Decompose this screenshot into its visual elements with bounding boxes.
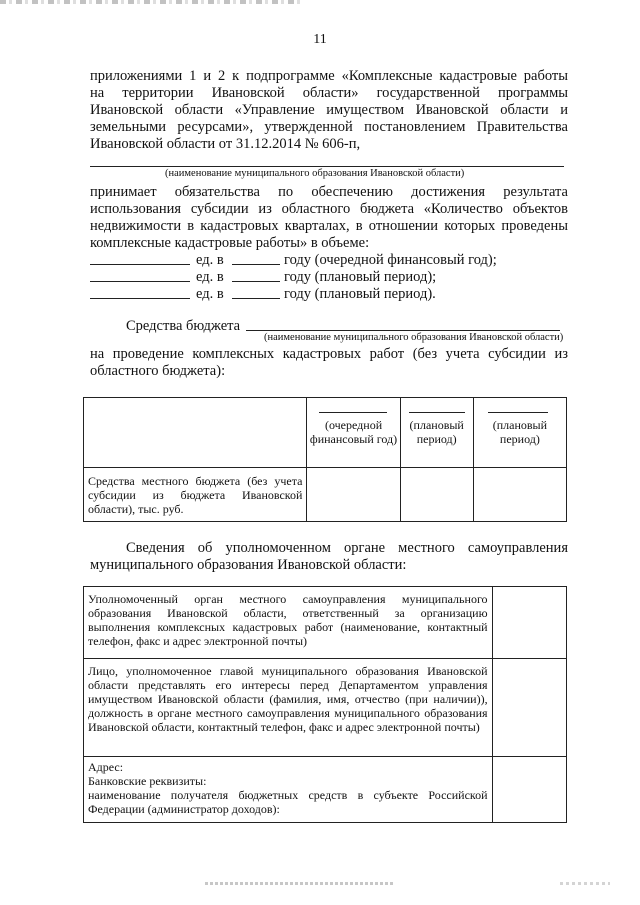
authority-row-1-label-cell — [84, 587, 493, 659]
item-2-year-blank — [232, 281, 280, 282]
authority-row-2-value-cell[interactable] — [492, 659, 566, 757]
obligation-line-3: недвижимости в кадастровых кварталах, в отношении которых проведены — [90, 218, 568, 234]
authority-table — [83, 586, 567, 823]
authority-row-3-value-cell[interactable] — [492, 757, 566, 823]
intro-line-5: Ивановской области от 31.12.2014 № 606-п, — [90, 136, 361, 152]
funds-header-cell-3 — [473, 398, 566, 468]
budget-blank-line — [246, 330, 560, 331]
item-3-unit: ед. в — [196, 286, 224, 302]
item-2-count-blank — [90, 281, 190, 282]
item-1-count-blank — [90, 264, 190, 265]
obligation-line-2: использования субсидии из областного бюджета «Количество объектов — [90, 201, 568, 217]
budget-line-3: областного бюджета): — [90, 363, 226, 379]
authority-row-3-label-cell — [84, 757, 493, 823]
item-1-year-blank — [232, 264, 280, 265]
funds-header-1-year-blank — [319, 412, 387, 413]
authority-heading-line-2: муниципального образования Ивановской области: — [90, 557, 407, 573]
budget-caption: (наименование муниципального образования Ивановской области) — [264, 332, 564, 343]
scan-artifact-bottom — [205, 882, 395, 885]
budget-label: Средства бюджета — [126, 318, 241, 334]
funds-header-1-text: (очередной финансовый год) — [309, 418, 398, 446]
funds-header-3-year-blank — [488, 412, 548, 413]
bank-details-label: Банковские реквизиты: — [88, 774, 207, 788]
budget-line-2: на проведение комплексных кадастровых работ (без учета субсидии из — [90, 346, 568, 362]
address-label: Адрес: — [88, 760, 124, 774]
authority-heading-line-1: Сведения об уполномоченном органе местного самоуправления — [126, 540, 568, 556]
obligation-line-4: комплексные кадастровые работы» в объеме: — [90, 235, 370, 251]
item-3-suffix: году (плановый период). — [284, 286, 436, 302]
funds-value-cell-2[interactable] — [400, 468, 473, 522]
funds-header-2-text: (плановый период) — [409, 418, 464, 446]
intro-line-4: земельными ресурсами», утвержденной постановлением Правительства — [90, 119, 568, 135]
recipient-label: наименование получателя бюджетных средств в субъекте Российской Федерации (администратор доходов): — [88, 788, 488, 816]
scan-artifact-top — [0, 0, 300, 4]
funds-table-corner — [84, 398, 307, 468]
funds-header-cell-1 — [307, 398, 400, 468]
item-3-year-blank — [232, 298, 280, 299]
municipality-caption: (наименование муниципального образования Ивановской области) — [165, 168, 465, 179]
funds-value-cell-3[interactable] — [473, 468, 566, 522]
intro-line-2: на территории Ивановской области» государственной программы — [90, 85, 568, 101]
page-number: 11 — [313, 32, 327, 47]
funds-table — [83, 397, 567, 522]
item-1-unit: ед. в — [196, 252, 224, 268]
funds-value-cell-1[interactable] — [307, 468, 400, 522]
item-2-unit: ед. в — [196, 269, 224, 285]
funds-header-cell-2 — [400, 398, 473, 468]
funds-header-3-text: (плановый период) — [492, 418, 548, 446]
authority-row-2-label-cell — [84, 659, 493, 757]
obligation-line-1: принимает обязательства по обеспечению достижения результата — [90, 184, 568, 200]
municipality-blank-line — [90, 166, 564, 167]
item-3-count-blank — [90, 298, 190, 299]
funds-row-label: Средства местного бюджета (без учета субсидии из бюджета Ивановской области), тыс. руб. — [88, 474, 303, 516]
intro-line-1: приложениями 1 и 2 к подпрограмме «Комплексные кадастровые работы — [90, 68, 568, 84]
scan-artifact-bottom-right — [560, 882, 610, 885]
item-2-suffix: году (плановый период); — [284, 269, 437, 285]
item-1-suffix: году (очередной финансовый год); — [284, 252, 497, 268]
funds-header-2-year-blank — [409, 412, 465, 413]
authority-row-1-value-cell[interactable] — [492, 587, 566, 659]
funds-row-label-cell — [84, 468, 307, 522]
authority-row-2-label: Лицо, уполномоченное главой муниципального образования Ивановской области представлять его интересы перед Департаментом управления имуществом Ивановской области (фамилия, имя, отчество (при наличии)), должность в органе местного самоуправления муниципального образования Ивановской области, контактный телефон, факс и адрес электронной почты) — [88, 664, 488, 734]
authority-row-1-label: Уполномоченный орган местного самоуправления муниципального образования Ивановской области, ответственный за организацию выполнения комплексных кадастровых работ (наименование, контактный телефон, факс и адрес электронной почты) — [88, 592, 488, 648]
intro-line-3: Ивановской области «Управление имуществом Ивановской области и — [90, 102, 568, 118]
